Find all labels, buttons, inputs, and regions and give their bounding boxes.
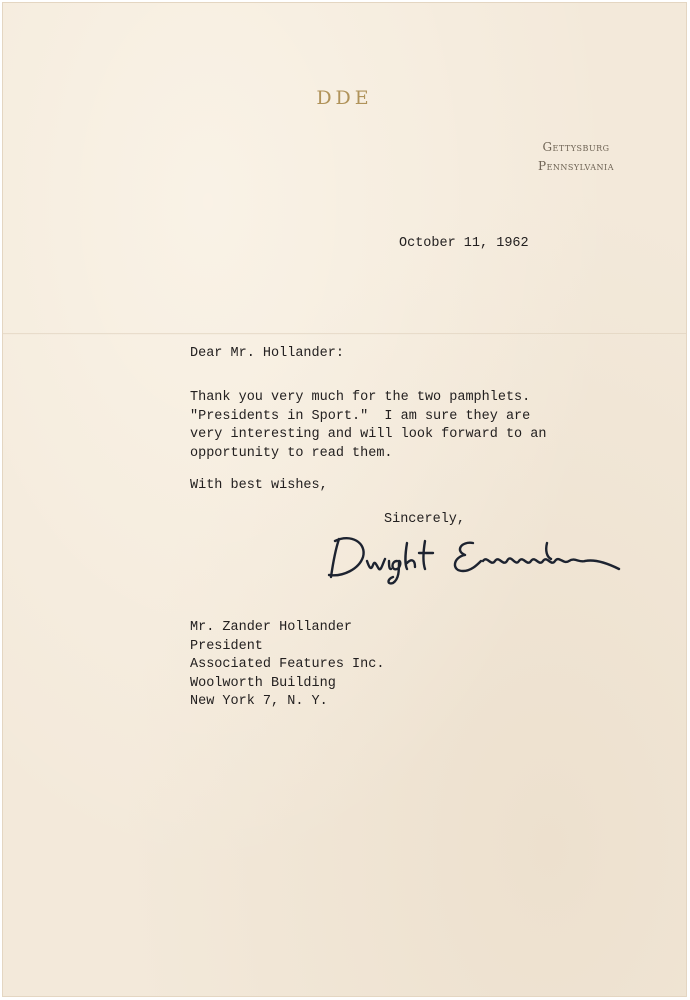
letter-salutation: Dear Mr. Hollander: (190, 346, 344, 361)
location-state: Pennsylvania (538, 159, 614, 173)
letter-date: October 11, 1962 (399, 236, 529, 251)
recipient-building: Woolworth Building (190, 675, 336, 691)
recipient-address (190, 619, 384, 712)
letter-sign-off: Sincerely, (384, 512, 466, 527)
letter-closing: With best wishes, (190, 478, 328, 493)
letterhead-monogram: DDE (316, 87, 373, 109)
recipient-title: President (190, 638, 263, 654)
body-line: opportunity to read them. (190, 445, 393, 461)
location-city: Gettysburg (542, 140, 610, 154)
recipient-name: Mr. Zander Hollander (190, 620, 353, 635)
body-line: very interesting and will look forward to an (190, 427, 547, 442)
paper-fold-line (3, 333, 686, 335)
body-line: "Presidents in Sport." I am sure they are (190, 408, 531, 424)
recipient-company: Associated Features Inc. (190, 657, 385, 672)
body-line: Thank you very much for the two pamphlets. (190, 390, 531, 405)
handwritten-signature (321, 521, 633, 589)
recipient-city: New York 7, N. Y. (190, 694, 328, 709)
letter-paper (3, 3, 686, 996)
letter-body (190, 389, 610, 463)
letterhead-location (538, 138, 614, 176)
